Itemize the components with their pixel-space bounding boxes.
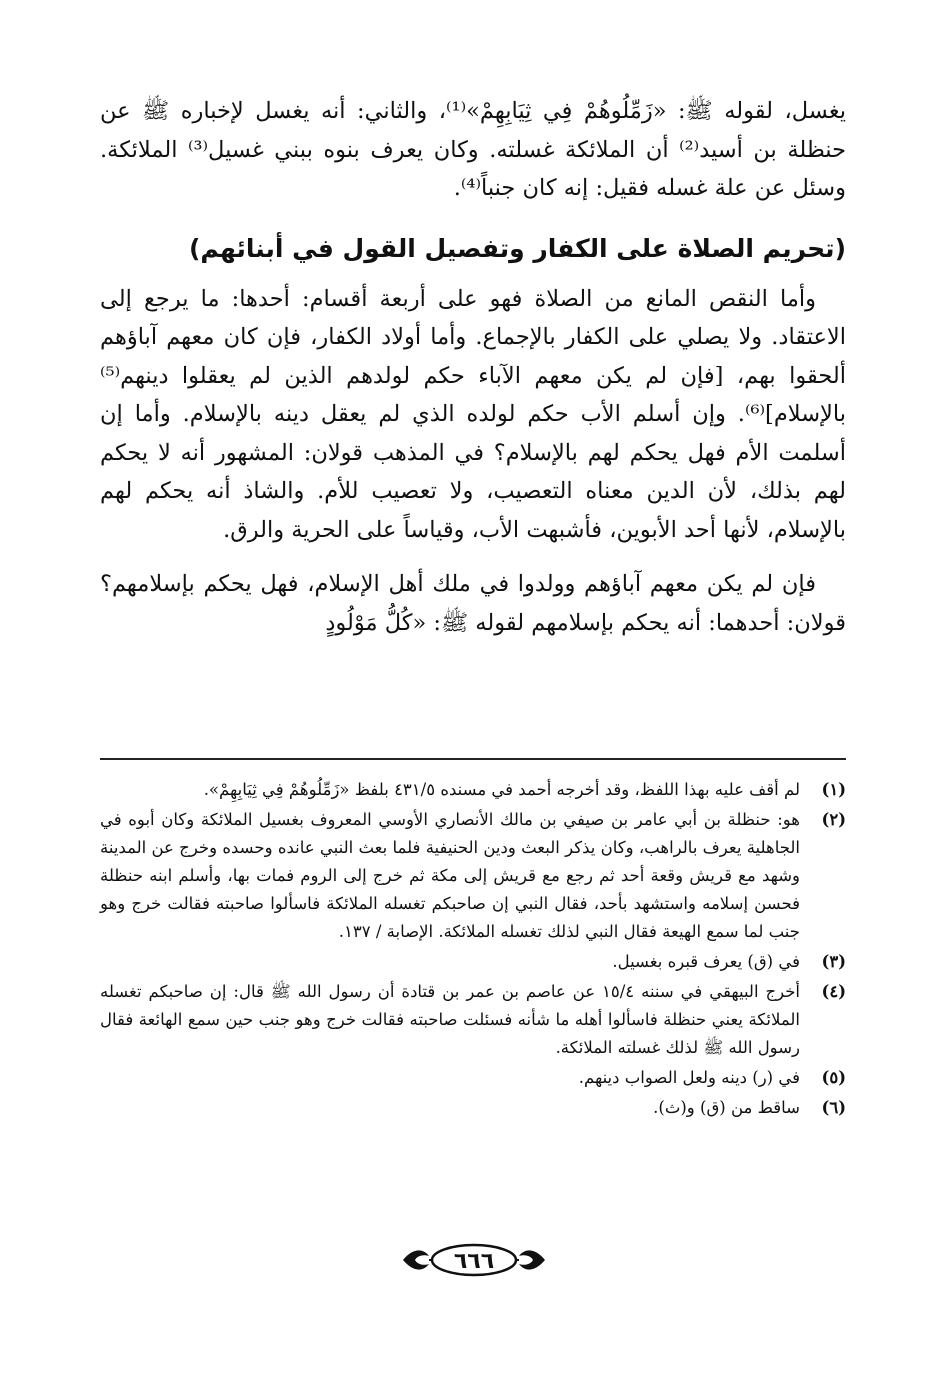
footnote-text: لم أقف عليه بهذا اللفظ، وقد أخرجه أحمد في مسنده ٤٣١/٥ بلفظ «زَمِّلُوهُمْ فِي ثِيَابِهِمْ». bbox=[203, 780, 800, 799]
footnote bbox=[100, 806, 846, 946]
section-heading: (تحريم الصلاة على الكفار وتفصيل القول في أبنائهم) bbox=[189, 233, 846, 263]
footnote bbox=[100, 1094, 846, 1122]
footnote-text: في (ر) دينه ولعل الصواب دينهم. bbox=[578, 1068, 800, 1087]
footnote-number: (٢) bbox=[821, 810, 846, 829]
footnote-number: (٦) bbox=[821, 1098, 846, 1117]
intro-paragraph: يغسل، لقوله ﷺ: «زَمِّلُوهُمْ فِي ثِيَابِهِمْ»⁽¹⁾، والثاني: أنه يغسل لإخباره ﷺ عن حنظلة بن أسيد⁽²⁾ أن الملائكة غسلته. وكان يعرف بنوه ببني غسيل⁽³⁾ الملائكة. وسئل عن علة غسله فقيل: إنه كان جنباً⁽⁴⁾. bbox=[100, 98, 846, 201]
footnote bbox=[100, 978, 846, 1062]
page-number-ornament bbox=[0, 1240, 948, 1280]
footnote-text: في (ق) يعرف قبره بغسيل. bbox=[612, 952, 800, 971]
main-text bbox=[100, 92, 846, 642]
section-paragraph-2: فإن لم يكن معهم آباؤهم وولدوا في ملك أهل الإسلام، فهل يحكم بإسلامهم؟ قولان: أحدهما: أنه يحكم بإسلامهم لقوله ﷺ: «كُلُّ مَوْلُودٍ bbox=[100, 571, 846, 636]
footnote bbox=[100, 948, 846, 976]
section-paragraph-1: وأما النقص المانع من الصلاة فهو على أربعة أقسام: أحدها: ما يرجع إلى الاعتقاد. ولا يصلي على الكفار بالإجماع. وأما أولاد الكفار، فإن كان معهم آباؤهم ألحقوا بهم، [فإن لم يكن معهم الآباء حكم لولدهم الذين لم يعقلوا دينهم⁽⁵⁾ بالإسلام]⁽⁶⁾. وإن أسلم الأب حكم لولده الذي لم يعقل دينه بالإسلام. وأما إن أسلمت الأم فهل يحكم لهم بالإسلام؟ في المذهب قولان: المشهور أنه لا يحكم لهم بذلك، لأن الدين معناه التعصيب، ولا تعصيب للأم. والشاذ أنه يحكم لهم بالإسلام، لأنها أحد الأبوين، فأشبهت الأب، وقياساً على الحرية والرق. bbox=[100, 285, 846, 543]
footnote-text: ساقط من (ق) و(ث). bbox=[653, 1098, 800, 1117]
footnote-text: أخرج البيهقي في سننه ١٥/٤ عن عاصم بن عمر بن قتادة أن رسول الله ﷺ قال: إن صاحبكم تغسله الملائكة يعني حنظلة فاسألوا أهله ما شأنه فسئلت صاحبته فقالت خرج وهو جنب حين سمع الهائعة فقال رسول الله ﷺ لذلك غسلته الملائكة. bbox=[100, 982, 801, 1057]
footnote-text: هو: حنظلة بن أبي عامر بن صيفي بن مالك الأنصاري الأوسي المعروف بغسيل الملائكة وكان أبوه في الجاهلية يعرف بالراهب، وكان يذكر البعث ودين الحنيفية فلما بعث النبي عانده وحسده وخرج عن المدينة وشهد مع قريش وقعة أحد ثم رجع مع قريش إلى مكة ثم خرج إلى الروم فمات بها، وأسلم ابنه حنظلة فحسن إسلامه واستشهد بأحد، فقال النبي إن صاحبكم تغسله الملائكة فاسألوا صاحبته فقالت خرج وهو جنب لما سمع الهيعة فقال النبي لذلك تغسله الملائكة. الإصابة / ١٣٧. bbox=[100, 810, 800, 941]
footnote-separator bbox=[100, 758, 846, 760]
footnote bbox=[100, 1064, 846, 1092]
page-number: ٦٦٦ bbox=[453, 1249, 495, 1274]
footnote bbox=[100, 776, 846, 804]
footnote-number: (٤) bbox=[821, 982, 846, 1001]
footnotes bbox=[100, 776, 846, 1124]
ornament-icon bbox=[399, 1240, 549, 1280]
footnote-number: (١) bbox=[821, 780, 846, 799]
footnote-number: (٥) bbox=[821, 1068, 846, 1087]
footnote-number: (٣) bbox=[821, 952, 846, 971]
